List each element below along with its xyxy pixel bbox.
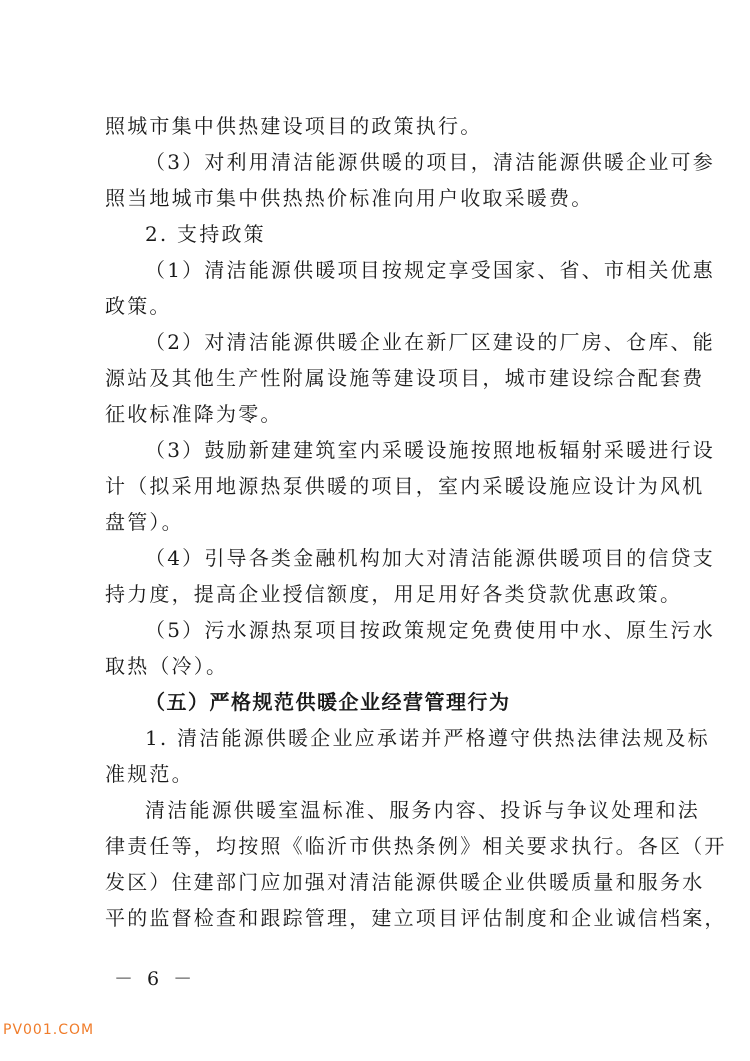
text-line: 准规范。 [105,762,194,786]
text-line: 盘管）。 [105,510,184,534]
text-line: 律责任等，均按照《临沂市供热条例》相关要求执行。各区（开 [105,834,727,858]
text-line: 照城市集中供热建设项目的政策执行。 [105,114,483,138]
watermark: PV001.COM [3,1022,95,1038]
text-line: 征收标准降为零。 [105,402,283,426]
text-line: 发区）住建部门应加强对清洁能源供暖企业供暖质量和服务水 [105,870,705,894]
text-line: 照当地城市集中供热热价标准向用户收取采暖费。 [105,186,594,210]
text-line: 源站及其他生产性附属设施等建设项目，城市建设综合配套费 [105,366,705,390]
text-line: 平的监督检查和跟踪管理，建立项目评估制度和企业诚信档案， [105,906,727,930]
page-number: － 6 － [114,968,197,990]
text-line: 取热（冷）。 [105,654,229,678]
text-line: （4）引导各类金融机构加大对清洁能源供暖项目的信贷支 [145,546,715,570]
text-line: （2）对清洁能源供暖企业在新厂区建设的厂房、仓库、能 [145,330,715,354]
text-line: （3）对利用清洁能源供暖的项目，清洁能源供暖企业可参 [145,150,715,174]
section-heading: （五）严格规范供暖企业经营管理行为 [145,690,511,714]
text-line: 计（拟采用地源热泵供暖的项目，室内采暖设施应设计为风机 [105,474,705,498]
text-line: （1）清洁能源供暖项目按规定享受国家、省、市相关优惠 [145,258,715,282]
text-line: 1. 清洁能源供暖企业应承诺并严格遵守供热法律法规及标 [145,726,710,750]
section-subheading: 2. 支持政策 [145,222,266,246]
text-line: 政策。 [105,294,172,318]
text-line: （5）污水源热泵项目按政策规定免费使用中水、原生污水 [145,618,715,642]
text-line: 持力度，提高企业授信额度，用足用好各类贷款优惠政策。 [105,582,683,606]
text-line: （3）鼓励新建建筑室内采暖设施按照地板辐射采暖进行设 [145,438,715,462]
text-line: 清洁能源供暖室温标准、服务内容、投诉与争议处理和法 [145,798,700,822]
